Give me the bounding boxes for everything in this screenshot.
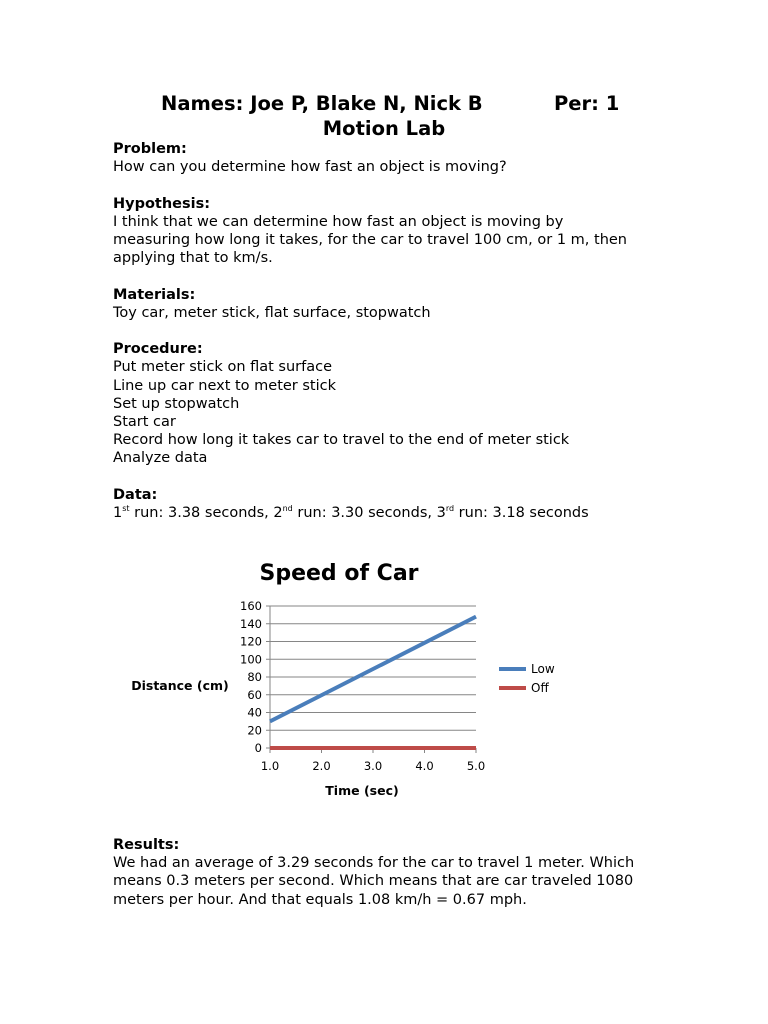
run-suffix: nd bbox=[282, 504, 293, 513]
report-body bbox=[113, 140, 713, 522]
run-suffix: st bbox=[122, 504, 130, 513]
chart-series bbox=[270, 617, 476, 748]
run-suffix: rd bbox=[445, 504, 455, 513]
run-number: 2 bbox=[273, 505, 283, 521]
chart-legend bbox=[499, 662, 555, 695]
y-tick-label: 140 bbox=[240, 616, 262, 631]
x-tick-label: 2.0 bbox=[312, 759, 331, 773]
run-text: run: 3.30 seconds, bbox=[292, 505, 437, 521]
procedure-step: Set up stopwatch bbox=[113, 395, 240, 412]
y-tick-label: 80 bbox=[247, 670, 262, 684]
hypothesis-line: I think that we can determine how fast an object is moving by bbox=[113, 213, 564, 230]
names-heading: Names: Joe P, Blake N, Nick B bbox=[161, 92, 483, 115]
run-text: run: 3.18 seconds bbox=[454, 505, 589, 521]
x-tick-label: 1.0 bbox=[260, 759, 280, 773]
y-tick-label: 100 bbox=[240, 652, 262, 667]
document-title: Motion Lab bbox=[322, 117, 446, 140]
series-line-low bbox=[270, 617, 476, 722]
results-heading: Results: bbox=[113, 837, 180, 853]
results-line: meters per hour. And that equals 1.08 km/h = 0.67 mph. bbox=[113, 891, 527, 908]
y-tick-label: 60 bbox=[247, 687, 262, 702]
speed-chart bbox=[0, 540, 768, 810]
y-tick-label: 20 bbox=[247, 723, 262, 738]
procedure-step: Line up car next to meter stick bbox=[113, 377, 337, 394]
y-axis-label: Distance (cm) bbox=[131, 678, 229, 693]
hypothesis-line: applying that to km/s. bbox=[113, 250, 273, 267]
procedure-heading: Procedure: bbox=[113, 341, 203, 358]
x-axis-label: Time (sec) bbox=[325, 783, 399, 798]
results-section bbox=[113, 836, 673, 909]
data-runs bbox=[113, 504, 713, 522]
procedure-step: Start car bbox=[113, 414, 176, 430]
run-text: run: 3.38 seconds, bbox=[129, 505, 274, 521]
legend-label: Low bbox=[531, 662, 555, 676]
run-number: 1 bbox=[113, 505, 123, 521]
procedure-step: Put meter stick on flat surface bbox=[113, 359, 333, 376]
problem-heading: Problem: bbox=[113, 141, 187, 157]
header-line bbox=[0, 92, 768, 118]
y-tick-label: 0 bbox=[254, 741, 262, 755]
data-heading: Data: bbox=[113, 486, 158, 503]
chart-title: Speed of Car bbox=[259, 561, 419, 586]
hypothesis-line: measuring how long it takes, for the car to travel 100 cm, or 1 m, then bbox=[113, 232, 627, 248]
y-tick-label: 160 bbox=[240, 599, 262, 613]
period-heading: Per: 1 bbox=[554, 92, 620, 115]
materials-text: Toy car, meter stick, flat surface, stopwatch bbox=[113, 304, 431, 321]
materials-heading: Materials: bbox=[113, 286, 196, 303]
problem-text: How can you determine how fast an object is moving? bbox=[113, 159, 507, 176]
chart-grid bbox=[270, 606, 476, 748]
procedure-step: Analyze data bbox=[113, 450, 208, 467]
procedure-step: Record how long it takes car to travel to the end of meter stick bbox=[113, 432, 570, 449]
y-tick-label: 120 bbox=[240, 634, 262, 649]
results-line: We had an average of 3.29 seconds for the car to travel 1 meter. Which bbox=[113, 855, 635, 872]
y-tick-label: 40 bbox=[247, 705, 262, 720]
results-line: means 0.3 meters per second. Which means that are car traveled 1080 bbox=[113, 873, 634, 890]
x-tick-label: 5.0 bbox=[466, 759, 486, 773]
hypothesis-heading: Hypothesis: bbox=[113, 195, 211, 212]
x-tick-label: 4.0 bbox=[415, 759, 434, 773]
legend-label: Off bbox=[531, 681, 549, 695]
run-number: 3 bbox=[436, 505, 446, 521]
x-tick-label: 3.0 bbox=[363, 759, 383, 773]
